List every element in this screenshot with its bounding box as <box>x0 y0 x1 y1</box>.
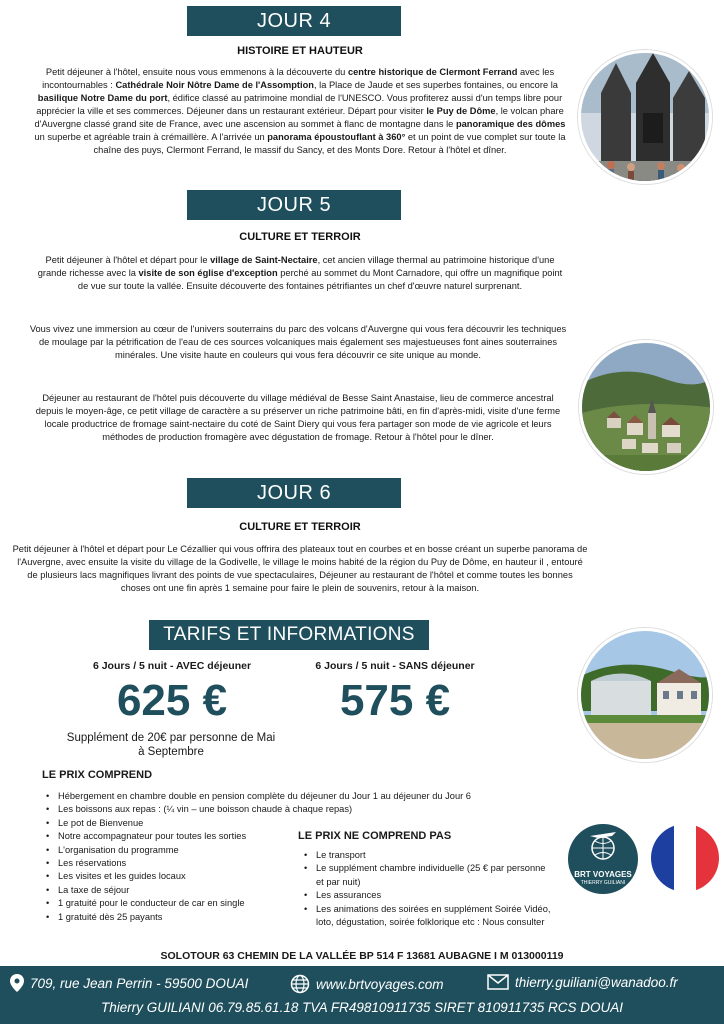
day4-p-segment: avec les incontournables : <box>42 67 555 90</box>
footer <box>0 966 724 1024</box>
prix-ne-comprend-item: • Le transport <box>302 849 552 862</box>
price-sans-label: 6 Jours / 5 nuit - SANS déjeuner <box>315 660 475 672</box>
day5-p1-segment: , cet ancien village thermal au patrimoine historique d'une grande richesse avec la <box>37 255 555 278</box>
day4-p-segment: Petit déjeuner à l'hôtel, ensuite nous vous emmenons à la découverte du <box>45 67 348 77</box>
day5-paragraph-3: Déjeuner au restaurant de l'hôtel puis découverte du village médiéval de Besse Saint Anastaise, lieu de commerce ancestral depuis le moyen-âge, ce petit village de caractère a su préserver un riche patrimoine bâti, en fin d'après-midi, visite d'une ferme locale productrice de fromage saint-nectaire du coté de Saint Diery qui vous fera partager son mode de vie agricole et leurs méthodes de production fromagère avec dégustation de fromage. Retour à l'hôtel pour le dîner. <box>35 393 561 442</box>
logo-subname: THIERRY GUILIANI <box>580 880 626 886</box>
day5-p1-segment: Petit déjeuner à l'hôtel et départ pour le <box>45 255 211 265</box>
day4-p-segment: et un point de vue complet sur toute la chaîne des puys, Clermont Ferrand, le massif du Sancy, et des Monts Dore. Retour à l'hôtel et dîner. <box>93 132 566 155</box>
day6-title: CULTURE ET TERROIR <box>239 521 361 533</box>
airplane-globe-icon <box>568 824 638 864</box>
day5-p1-segment: village de Saint-Nectaire <box>210 255 318 265</box>
prix-ne-comprend-title: LE PRIX NE COMPREND PAS <box>298 830 452 842</box>
prix-ne-comprend-item: • Les animations des soirées en supplément Soirée Vidéo, loto, dégustation, soirée folklorique etc : Nous consulter <box>302 903 552 930</box>
france-flag-icon <box>651 824 719 892</box>
day5-paragraph-1 <box>34 254 566 293</box>
prix-comprend-item: • Les boissons aux repas : (¼ vin – une boisson chaude à chaque repas) <box>44 803 544 816</box>
location-pin-icon <box>10 974 24 992</box>
day5-p1-segment: visite de son église d'exception <box>138 268 278 278</box>
footer-address <box>10 974 248 992</box>
day5-paragraph-2: Vous vivez une immersion au cœur de l'univers souterrains du parc des volcans d'Auvergne qui vous fera découvrir les techniques de moulage par la pétrification de l'eau de ces sources volcaniques mais également ses majestueuses font aines souterraines minérales. Une visite haute en couleurs qui vous fera découvrir ce site unique au monde. <box>29 324 567 360</box>
prix-ne-comprend-list <box>302 849 552 929</box>
day4-title: HISTOIRE ET HAUTEUR <box>237 45 363 57</box>
footer-email-text[interactable]: thierry.guiliani@wanadoo.fr <box>515 974 678 990</box>
prix-comprend-title: LE PRIX COMPREND <box>42 769 153 781</box>
tarifs-banner: TARIFS ET INFORMATIONS <box>149 620 429 650</box>
price-sans-value: 575 € <box>339 676 451 725</box>
prix-comprend-item: • Le pot de Bienvenue <box>44 817 544 830</box>
day4-p-segment: un superbe et agréable train à crémaillère. A l'arrivée un <box>34 132 268 142</box>
price-avec-value: 625 € <box>116 676 228 725</box>
prix-comprend-item: • 1 gratuité dès 25 payants <box>44 911 544 924</box>
price-avec-label: 6 Jours / 5 nuit - AVEC déjeuner <box>92 660 252 672</box>
footer-email[interactable] <box>487 974 678 990</box>
day4-p-segment: , édifice classé au patrimoine mondial de l'UNESCO. Vous profiterez aussi d'un temps libre pour apprécier la ville et ses commerces. Déjeuner dans un restaurant extérieur. Départ pour visiter <box>36 93 563 116</box>
solotour-line: SOLOTOUR 63 CHEMIN DE LA VALLÉE BP 514 F 13681 AUBAGNE I M 013000119 <box>160 950 564 962</box>
village-photo <box>579 340 713 474</box>
day4-p-segment: Cathédrale Noir Nôtre Dame de l'Assomption <box>115 80 314 90</box>
footer-website[interactable] <box>290 974 444 994</box>
prix-comprend-item: • La taxe de séjour <box>44 884 544 897</box>
day4-paragraph <box>34 66 566 157</box>
prix-ne-comprend-item: • Le supplément chambre individuelle (25 € par personne et par nuit) <box>302 862 552 889</box>
day4-banner: JOUR 4 <box>187 6 401 36</box>
day4-p-segment: centre historique de Clermont Ferrand <box>347 67 518 77</box>
prix-ne-comprend-item: • Les assurances <box>302 889 552 902</box>
supplement-text: Supplément de 20€ par personne de Mai à Septembre <box>66 732 276 758</box>
day4-p-segment: le Puy de Dôme <box>426 106 496 116</box>
day5-banner: JOUR 5 <box>187 190 401 220</box>
prix-comprend-item: • Les réservations <box>44 857 544 870</box>
footer-company-info: Thierry GUILIANI 06.79.85.61.18 TVA FR49810911735 SIRET 810911735 RCS DOUAI <box>100 1000 624 1015</box>
footer-website-text[interactable]: www.brtvoyages.com <box>316 976 444 992</box>
day5-title: CULTURE ET TERROIR <box>239 231 361 243</box>
day5-p1-segment: perché au sommet du Mont Carnadore, qui offre un magnifique point de vue sur toute la vallée. Ensuite découverte des fontaines pétrifiantes un chef d'œuvre naturel surprenant. <box>77 268 563 291</box>
prix-comprend-item: • 1 gratuité pour le conducteur de car en single <box>44 897 544 910</box>
day4-p-segment: basilique Notre Dame du port <box>37 93 168 103</box>
day6-banner: JOUR 6 <box>187 478 401 508</box>
cathedral-photo <box>578 50 712 184</box>
day4-p-segment: , le volcan phare d'Auvergne classé grand site de France, avec une ascension au sommet à flanc de montagne dans le <box>34 106 564 129</box>
brt-voyages-logo <box>568 824 638 894</box>
prix-comprend-item: • Les visites et les guides locaux <box>44 870 544 883</box>
day4-p-segment: , la Place de Jaude et ses superbes fontaines, ou encore la <box>313 80 558 90</box>
day6-paragraph: Petit déjeuner à l'hôtel et départ pour Le Cézallier qui vous offrira des plateaux tout en courbes et en bosse créant un superbe panorama de l'Auvergne, avec ensuite la visite du village de la Godivelle, le village le moins habité de la région du Puy de Dôme, en hauteur il , entouré de plusieurs lacs magnifiques livrant des points de vue spectaculaires, Déjeuner au restaurant de l'hôtel et comme toutes les bonnes choses ont une fin après 1 semaine pour faire le plein de souvenirs, retour à la maison. <box>12 544 588 593</box>
prix-comprend-item: • Hébergement en chambre double en pension complète du déjeuner du Jour 1 au déjeuner du Jour 6 <box>44 790 544 803</box>
logo-name: BRT VOYAGES <box>574 870 632 879</box>
day4-p-segment: panorama époustouflant à 360° <box>267 132 406 142</box>
envelope-icon <box>487 974 509 990</box>
resort-photo <box>578 628 712 762</box>
prix-comprend-item: • Notre accompagnateur pour toutes les sorties <box>44 830 544 843</box>
day4-p-segment: panoramique des dômes <box>455 119 566 129</box>
prix-comprend-item: • L'organisation du programme <box>44 844 544 857</box>
footer-address-text: 709, rue Jean Perrin - 59500 DOUAI <box>30 975 249 991</box>
globe-icon <box>290 974 310 994</box>
